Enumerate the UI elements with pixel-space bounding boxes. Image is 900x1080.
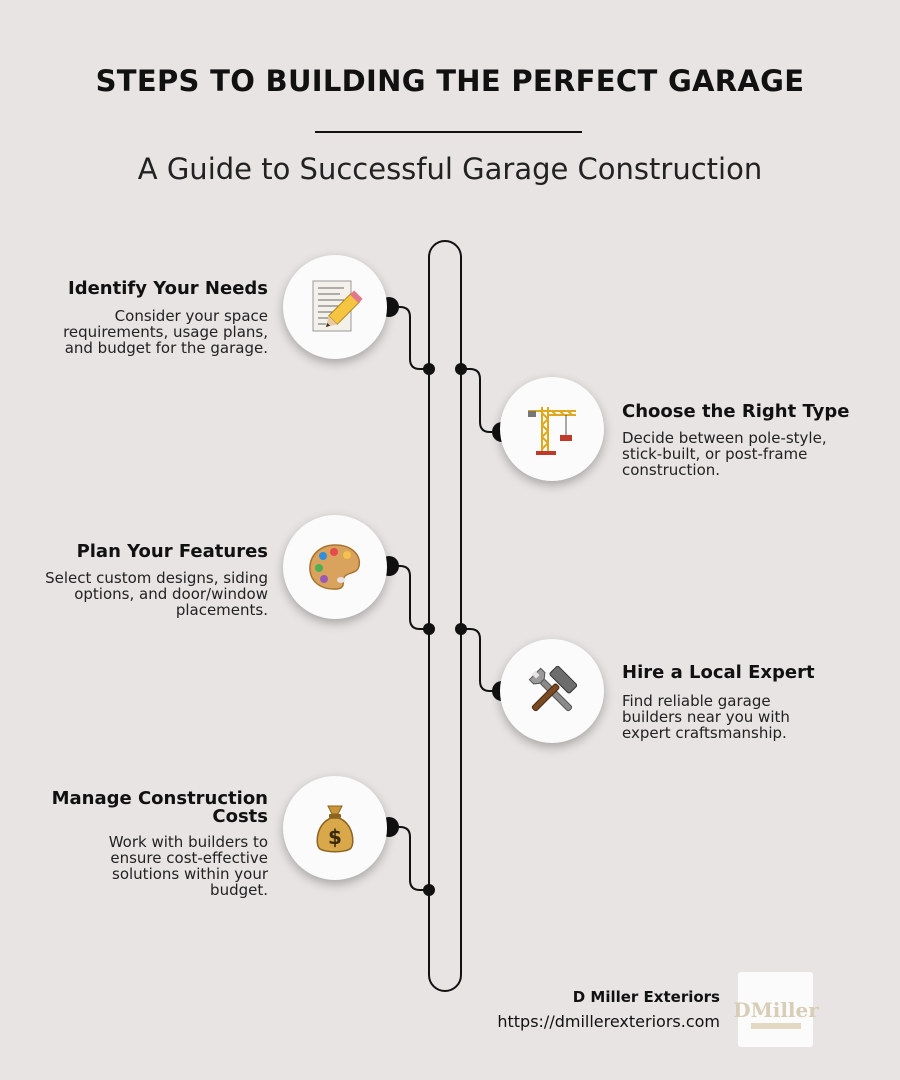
step-2-title: Choose the Right Type <box>622 401 850 422</box>
track-dot-step-2 <box>455 363 467 375</box>
construction-crane-icon <box>524 401 580 457</box>
connector-step-4 <box>461 629 502 691</box>
page-title: STEPS TO BUILDING THE PERFECT GARAGE <box>95 64 805 98</box>
track-dot-step-3 <box>423 623 435 635</box>
step-5-title: Manage Construction Costs <box>51 788 268 827</box>
step-3-icon-circle <box>283 515 387 619</box>
step-4-description: Find reliable garage builders near you with expert craftsmanship. <box>622 692 790 742</box>
step-2-icon-circle <box>500 377 604 481</box>
track-dot-step-4 <box>455 623 467 635</box>
timeline-track <box>429 241 461 991</box>
svg-text:$: $ <box>328 825 342 849</box>
track-dot-step-5 <box>423 884 435 896</box>
step-5-description: Work with builders to ensure cost-effective solutions within your budget. <box>108 833 268 899</box>
page-subtitle: A Guide to Successful Garage Construction <box>137 152 763 186</box>
svg-text:DMiller: DMiller <box>732 997 819 1022</box>
memo-pencil-icon <box>310 279 360 335</box>
step-4-title: Hire a Local Expert <box>622 662 815 683</box>
step-1-title: Identify Your Needs <box>68 278 268 299</box>
connector-step-3 <box>389 566 429 629</box>
hammer-wrench-icon <box>524 663 580 719</box>
step-5-icon-circle <box>283 776 387 880</box>
company-name: D Miller Exteriors <box>572 988 720 1006</box>
step-3-title: Plan Your Features <box>76 541 268 562</box>
step-3-description: Select custom designs, siding options, and door/window placements. <box>45 569 268 619</box>
step-1-icon-circle <box>283 255 387 359</box>
artist-palette-icon <box>307 542 363 592</box>
track-dot-step-1 <box>423 363 435 375</box>
step-2-description: Decide between pole-style, stick-built, or post-frame construction. <box>622 429 827 479</box>
connector-step-2 <box>461 369 502 432</box>
step-4-icon-circle <box>500 639 604 743</box>
connector-step-5 <box>389 827 429 890</box>
step-1-description: Consider your space requirements, usage plans, and budget for the garage. <box>63 307 268 357</box>
logo-mark <box>732 977 819 1043</box>
company-logo <box>732 972 819 1047</box>
money-bag-icon <box>313 802 357 854</box>
company-url[interactable]: https://dmillerexteriors.com <box>497 1012 720 1031</box>
connector-step-1 <box>389 307 429 369</box>
